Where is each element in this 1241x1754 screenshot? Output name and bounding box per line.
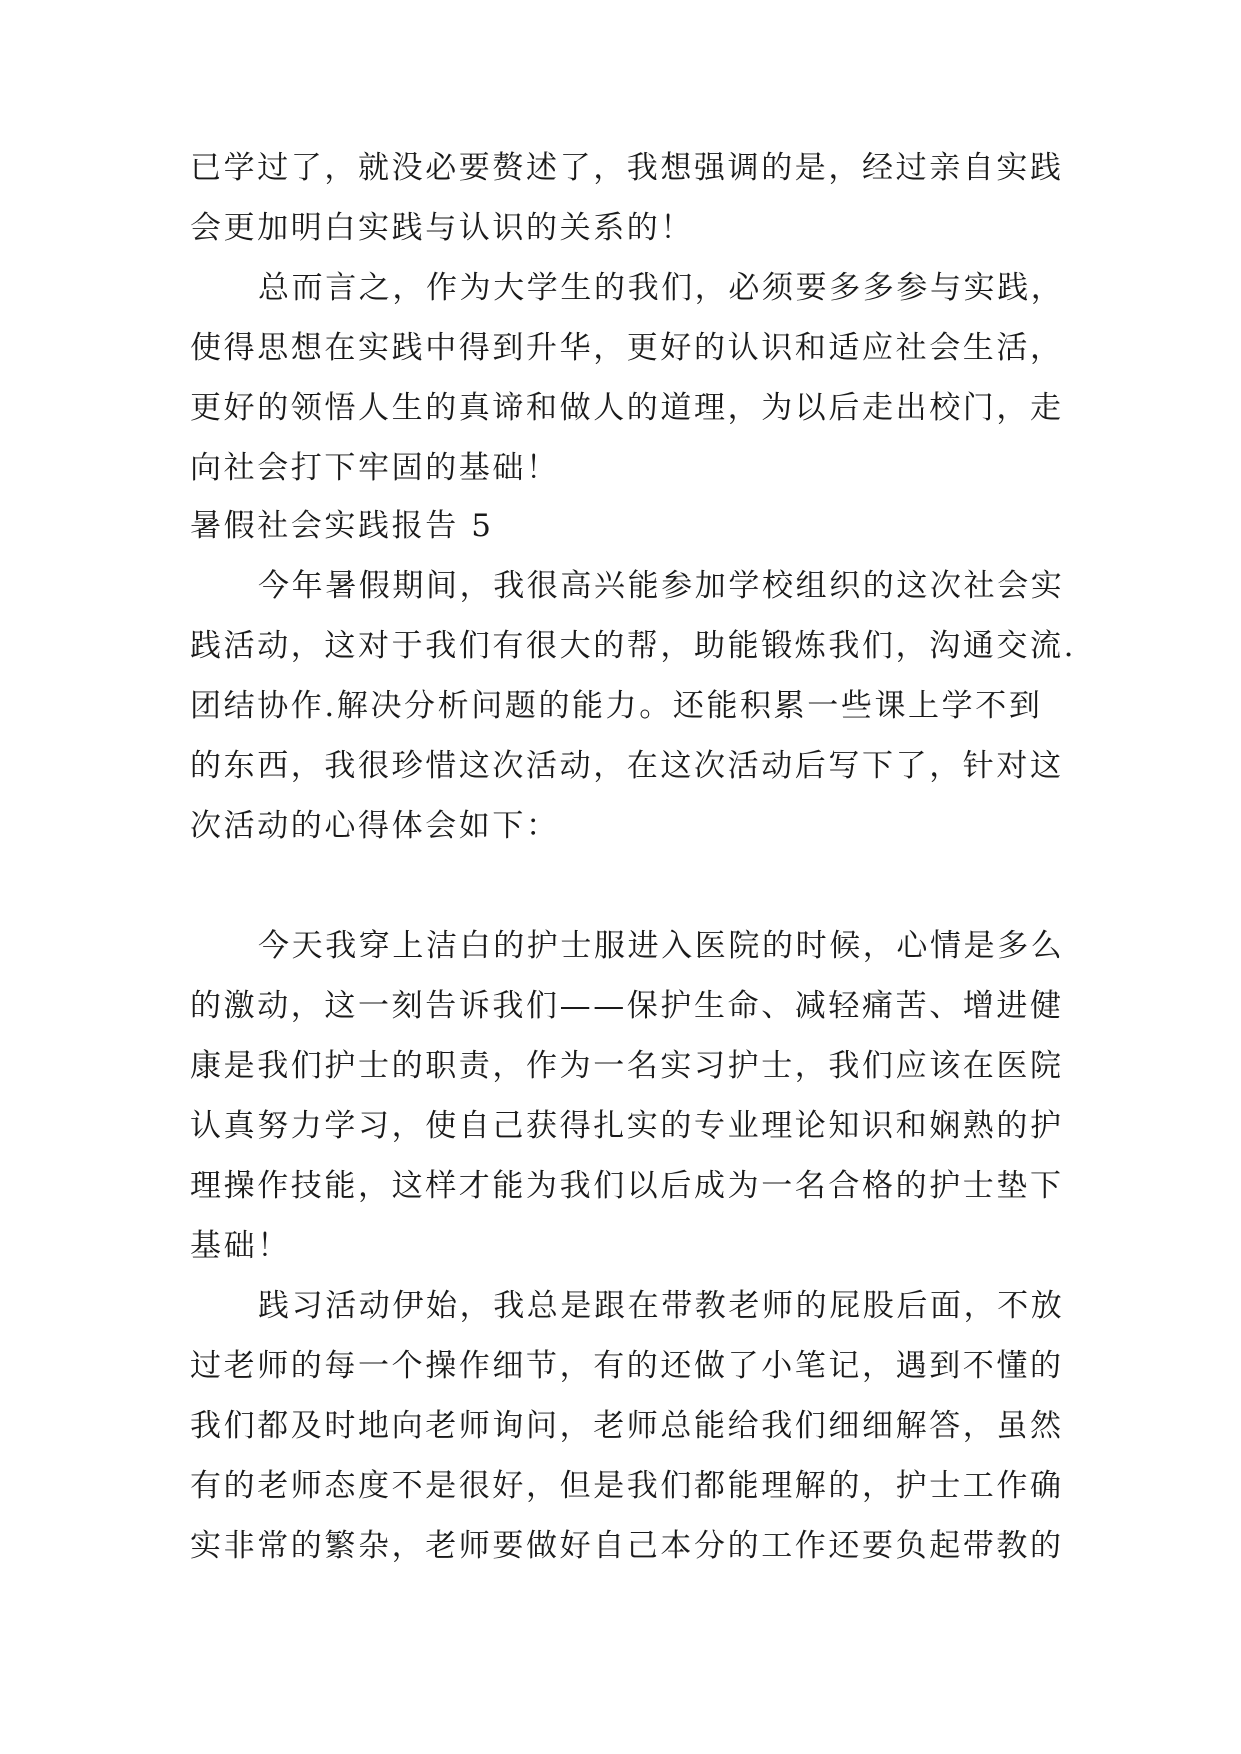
text-line: 康是我们护士的职责，作为一名实习护士，我们应该在医院 [190,1048,1064,1084]
text-line: 我们都及时地向老师询问，老师总能给我们细细解答，虽然 [190,1408,1064,1444]
text-line: 有的老师态度不是很好，但是我们都能理解的，护士工作确 [190,1468,1064,1504]
text-line: 理操作技能，这样才能为我们以后成为一名合格的护士垫下 [190,1168,1064,1204]
text-line: 实非常的繁杂，老师要做好自己本分的工作还要负起带教的 [190,1528,1064,1564]
text-line: 已学过了，就没必要赘述了，我想强调的是，经过亲自实践 [190,150,1064,186]
paragraph-first-line: 总而言之，作为大学生的我们，必须要多多参与实践， [258,270,1065,306]
text-line: 次活动的心得体会如下： [190,808,560,844]
paragraph-first-line: 践习活动伊始，我总是跟在带教老师的屁股后面，不放 [258,1288,1065,1324]
text-line: 的东西，我很珍惜这次活动，在这次活动后写下了，针对这 [190,748,1064,784]
text-line: 团结协作.解决分析问题的能力。还能积累一些课上学不到 [190,688,1043,724]
text-line: 基础！ [190,1228,291,1264]
text-line: 认真努力学习，使自己获得扎实的专业理论知识和娴熟的护 [190,1108,1064,1144]
text-line: 使得思想在实践中得到升华，更好的认识和适应社会生活， [190,330,1064,366]
paragraph-first-line: 今年暑假期间，我很高兴能参加学校组织的这次社会实 [258,568,1065,604]
text-line: 更好的领悟人生的真谛和做人的道理，为以后走出校门，走 [190,390,1064,426]
text-line: 过老师的每一个操作细节，有的还做了小笔记，遇到不懂的 [190,1348,1064,1384]
section-heading: 暑假社会实践报告 5 [190,508,494,544]
paragraph-first-line: 今天我穿上洁白的护士服进入医院的时候，心情是多么 [258,928,1065,964]
text-line: 向社会打下牢固的基础！ [190,450,560,486]
text-line: 践活动，这对于我们有很大的帮，助能锻炼我们，沟通交流. [190,628,1077,664]
text-line: 的激动，这一刻告诉我们——保护生命、减轻痛苦、增进健 [190,988,1064,1024]
text-line: 会更加明白实践与认识的关系的！ [190,210,694,246]
